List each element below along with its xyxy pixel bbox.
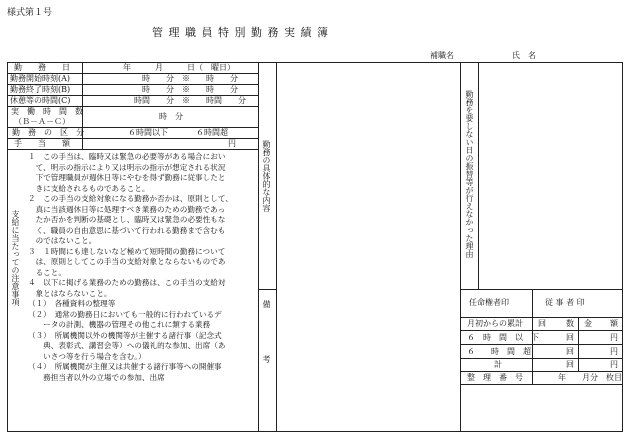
row-value-date[interactable]: 年 月 日（ 曜日） bbox=[123, 63, 235, 72]
form-number: 様式第１号 bbox=[7, 8, 53, 18]
note-line: 象とはならないこと。 bbox=[28, 288, 112, 298]
note-line: （１） 各種資料の整理等 bbox=[28, 299, 116, 308]
summary-header-label: 月初からの累計 bbox=[467, 319, 523, 328]
note-line: （３） 所属機関以外の機関等が主催する諸行事（記念式 bbox=[28, 330, 222, 340]
note-line: は、原則としてこの手当の支給対象とならないものであ bbox=[28, 257, 226, 266]
staff-stamp-label: 従 事 者 印 bbox=[545, 298, 585, 307]
note-line: いさつ等を行う場合を含む。） bbox=[28, 351, 146, 361]
note-line: １ この手当は、臨時又は緊急の必要等がある場合におい bbox=[28, 152, 226, 161]
summary-row-amount[interactable]: 円 bbox=[610, 347, 618, 356]
reg-number-label: 整 理 番 号 bbox=[467, 373, 523, 382]
note-line: 真に当該週休日等に処理すべき業務のための勤務であっ bbox=[28, 204, 226, 214]
summary-row-count[interactable]: 回 bbox=[566, 360, 574, 369]
note-line: のではないこと。 bbox=[28, 236, 97, 245]
note-line: 典、表彰式、講習会等）への儀礼的な参加、出席（あ bbox=[28, 341, 226, 350]
summary-header-count: 回 bbox=[538, 319, 546, 328]
name-label: 氏 名 bbox=[512, 51, 536, 60]
summary-row-label: ６ 時 間 超 bbox=[467, 347, 531, 356]
note-line: （２） 通常の勤務日においても一般的に行われているデ bbox=[28, 309, 222, 319]
row-value-end[interactable]: 時 分 ※ 時 分 bbox=[142, 85, 238, 94]
note-line: 務担当者以外の立場での参加、出席 bbox=[28, 372, 165, 382]
reg-number-value[interactable]: 年 月分 枚目 bbox=[558, 373, 622, 382]
summary-header-count-label: 数 bbox=[566, 319, 574, 328]
row-label-break: 休憩等の時間(C) bbox=[10, 96, 71, 105]
row-value-work-hours[interactable]: 時 分 bbox=[159, 112, 183, 121]
summary-header-amount: 金 bbox=[584, 319, 592, 328]
row-value-start[interactable]: 時 分 ※ 時 分 bbox=[142, 74, 238, 83]
row-label-work-hours: 実 働 時 間 数 bbox=[11, 107, 83, 116]
category-option-over6[interactable]: ６時間超 bbox=[196, 128, 228, 137]
note-line: く、職員の自由意思に基づいて行われる勤務まで含むも bbox=[28, 225, 226, 235]
row-label-end: 勤務終了時刻(B) bbox=[10, 85, 71, 94]
summary-row-label: ６ 時 間 以 下 bbox=[467, 333, 539, 342]
row-value-allowance[interactable]: 円 bbox=[228, 139, 236, 148]
note-line: ４ 以下に掲げる業務のための勤務は、この手当の支給対 bbox=[28, 278, 226, 287]
summary-row-amount[interactable]: 円 bbox=[610, 333, 618, 342]
note-line: たか否かを判断の基礎とし、臨時又は緊急の必要性もな bbox=[28, 215, 226, 224]
row-label-work-formula: （Ｂ－Ａ－Ｃ） bbox=[14, 117, 70, 126]
summary-row-amount[interactable]: 円 bbox=[610, 360, 618, 369]
note-line: ３ １時間にも達しないなど極めて短時間の勤務について bbox=[28, 246, 226, 256]
summary-header-amount-label: 額 bbox=[610, 319, 618, 328]
payment-notes-label: 支給に当たっての注意事項 bbox=[11, 210, 20, 306]
remarks-label-1: 備 bbox=[262, 300, 271, 308]
page-title: 管 理 職 員 特 別 勤 務 実 績 簿 bbox=[152, 26, 329, 39]
note-line: ２ この手当の支給対象になる勤務か否かは、原則として、 bbox=[28, 194, 233, 203]
posting-label: 補職名 bbox=[430, 51, 454, 60]
note-line: きに支給されるものであること。 bbox=[28, 183, 150, 193]
note-line: 下で管理職員が週休日等にやむを得ず勤務に従事したと bbox=[28, 173, 226, 182]
summary-row-label: 計 bbox=[494, 360, 502, 369]
row-label-date: 勤 務 日 bbox=[14, 63, 70, 72]
reason-label: 勤務を要しない日の振替等が行えなかった理由 bbox=[465, 90, 474, 258]
note-line: ータの計測、機器の管理その他これに類する業務 bbox=[28, 320, 211, 329]
approver-stamp-label: 任命権者印 bbox=[469, 298, 509, 307]
row-label-category: 勤 務 の 区 分 bbox=[12, 128, 84, 137]
summary-row-count[interactable]: 回 bbox=[566, 333, 574, 342]
note-line: （４） 所属機関が主催又は共催する諸行事等への開催事 bbox=[28, 362, 222, 371]
note-line: ること。 bbox=[28, 267, 66, 277]
duty-content-label: 勤務の具体的な内容 bbox=[262, 140, 271, 212]
note-line: て、明示の指示により又は明示の指示が想定される状況 bbox=[28, 162, 226, 172]
row-label-start: 勤務開始時刻(A) bbox=[10, 74, 71, 83]
summary-row-count[interactable]: 回 bbox=[566, 347, 574, 356]
category-option-under6[interactable]: ６時間以下 bbox=[128, 128, 168, 137]
remarks-label-2: 考 bbox=[262, 355, 271, 363]
row-value-break[interactable]: 時間 分 ※ 時間 分 bbox=[134, 96, 246, 105]
row-label-allowance: 手 当 額 bbox=[14, 139, 70, 148]
